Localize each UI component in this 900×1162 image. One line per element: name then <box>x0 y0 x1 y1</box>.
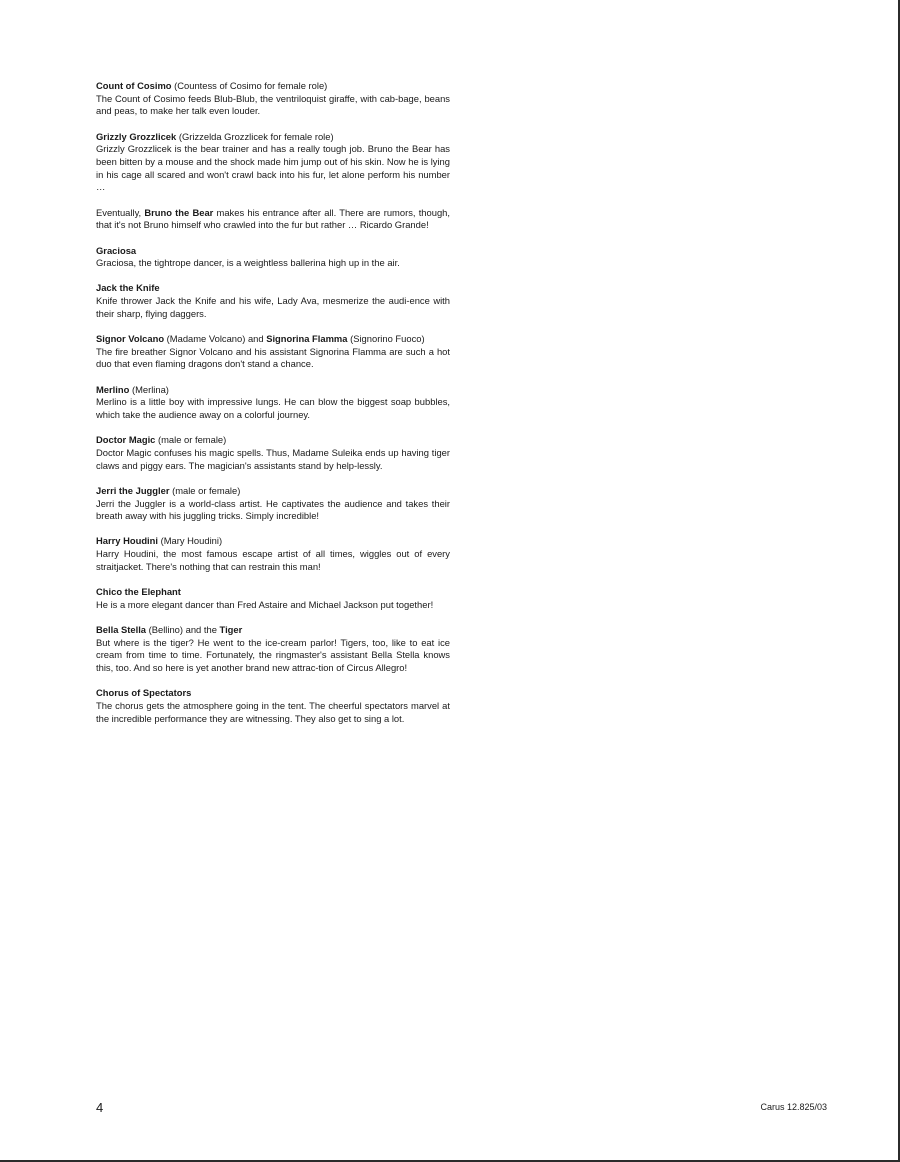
character-heading <box>96 485 450 498</box>
character-name: Signorina Flamma <box>266 333 348 345</box>
character-heading <box>96 333 450 346</box>
character-description: But where is the tiger? He went to the ice-cream parlor! Tigers, too, like to eat ice cream from time to time. Fortunately, the ringmaster's assistant Bella Stella knows this, too. And so here is yet another brand new attrac-tion of Circus Allegro! <box>96 636 450 674</box>
entry-paragraph <box>96 207 450 232</box>
character-heading <box>96 245 450 258</box>
character-description: The fire breather Signor Volcano and his assistant Signorina Flamma are such a hot duo that even flaming dragons don't stand a chance. <box>96 345 450 370</box>
role-note: makes his entrance after all. There are rumors, though, that it's not Bruno himself who crawled into the fur but rather … Ricardo Grande! <box>96 206 450 231</box>
character-name: Tiger <box>219 624 243 635</box>
catalog-code: Carus 12.825/03 <box>760 1102 827 1112</box>
character-heading <box>96 687 450 700</box>
character-name: Chorus of Spectators <box>96 687 192 699</box>
character-name: Signor Volcano <box>96 333 165 345</box>
character-name: Bruno the Bear <box>144 206 214 218</box>
character-description: Doctor Magic confuses his magic spells. Thus, Madame Suleika ends up having tiger claws and piggy ears. The magician's assistants stand by help-lessly. <box>96 446 450 471</box>
character-heading <box>96 80 450 93</box>
character-entry <box>96 687 450 725</box>
character-heading <box>96 282 450 295</box>
character-name: Count of Cosimo <box>96 80 172 91</box>
role-note: (Merlina) <box>129 383 169 395</box>
character-entry <box>96 535 450 573</box>
character-description: He is a more elegant dancer than Fred Astaire and Michael Jackson put together! <box>96 598 434 610</box>
role-note: (Mary Houdini) <box>158 535 223 547</box>
character-description: Jerri the Juggler is a world-class artist. He captivates the audience and takes their breath away with his juggling tricks. Simply incredible! <box>96 497 450 522</box>
character-name: Jerri the Juggler <box>96 484 170 496</box>
role-note: (Signorino Fuoco) <box>347 333 425 345</box>
character-entry <box>96 485 450 523</box>
character-description: The Count of Cosimo feeds Blub-Blub, the ventriloquist giraffe, with cab-bage, beans and peas, to make her talk even louder. <box>96 92 450 117</box>
character-entry <box>96 586 450 611</box>
character-description: Merlino is a little boy with impressive lungs. He can blow the biggest soap bubbles, which take the audience away on a colorful journey. <box>96 396 450 421</box>
character-description: Harry Houdini, the most famous escape artist of all times, wiggles out of every straitjacket. There's nothing that can restrain this man! <box>96 548 450 572</box>
role-note: (Countess of Cosimo for female role) <box>171 80 328 91</box>
character-entry <box>96 624 450 675</box>
character-description: The chorus gets the atmosphere going in the tent. The cheerful spectators marvel at the incredible performance they are witnessing. They also get to sing a lot. <box>96 700 450 724</box>
character-name: Merlino <box>96 383 130 395</box>
character-name: Grizzly Grozzlicek <box>96 130 177 142</box>
role-note: (Bellino) and the <box>146 624 220 635</box>
character-entry <box>96 282 450 320</box>
character-entry <box>96 434 450 472</box>
character-entry <box>96 245 450 270</box>
character-description: Grizzly Grozzlicek is the bear trainer and has a really tough job. Bruno the Bear has been bitten by a mouse and the shock made him jump out of his skin. Now he is lying in his cage all scared and won't crawl back into his fur, let alone perform his number … <box>96 143 450 193</box>
role-note: (Madame Volcano) and <box>164 333 267 345</box>
character-heading <box>96 535 450 548</box>
character-heading <box>96 624 450 637</box>
role-note: (male or female) <box>169 484 241 496</box>
role-note: Eventually, <box>96 206 145 218</box>
character-name: Harry Houdini <box>96 535 158 547</box>
character-entry <box>96 333 450 371</box>
page-number: 4 <box>96 1100 104 1115</box>
character-name: Doctor Magic <box>96 434 156 446</box>
character-heading <box>96 586 450 599</box>
character-name: Jack the Knife <box>96 282 160 294</box>
character-entry <box>96 80 450 118</box>
character-description: Knife thrower Jack the Knife and his wife, Lady Ava, mesmerize the audi-ence with their sharp, flying daggers. <box>96 295 450 319</box>
character-name: Chico the Elephant <box>96 586 181 598</box>
character-heading <box>96 384 450 397</box>
character-entry <box>96 207 450 232</box>
character-heading <box>96 434 450 447</box>
character-entry <box>96 384 450 422</box>
character-name: Graciosa <box>96 244 137 256</box>
role-note: (male or female) <box>155 434 227 446</box>
character-description: Graciosa, the tightrope dancer, is a weightless ballerina high up in the air. <box>96 257 400 269</box>
character-name: Bella Stella <box>96 624 147 635</box>
character-list <box>96 80 450 738</box>
character-entry <box>96 131 450 195</box>
character-heading <box>96 131 450 144</box>
role-note: (Grizzelda Grozzlicek for female role) <box>176 130 334 142</box>
